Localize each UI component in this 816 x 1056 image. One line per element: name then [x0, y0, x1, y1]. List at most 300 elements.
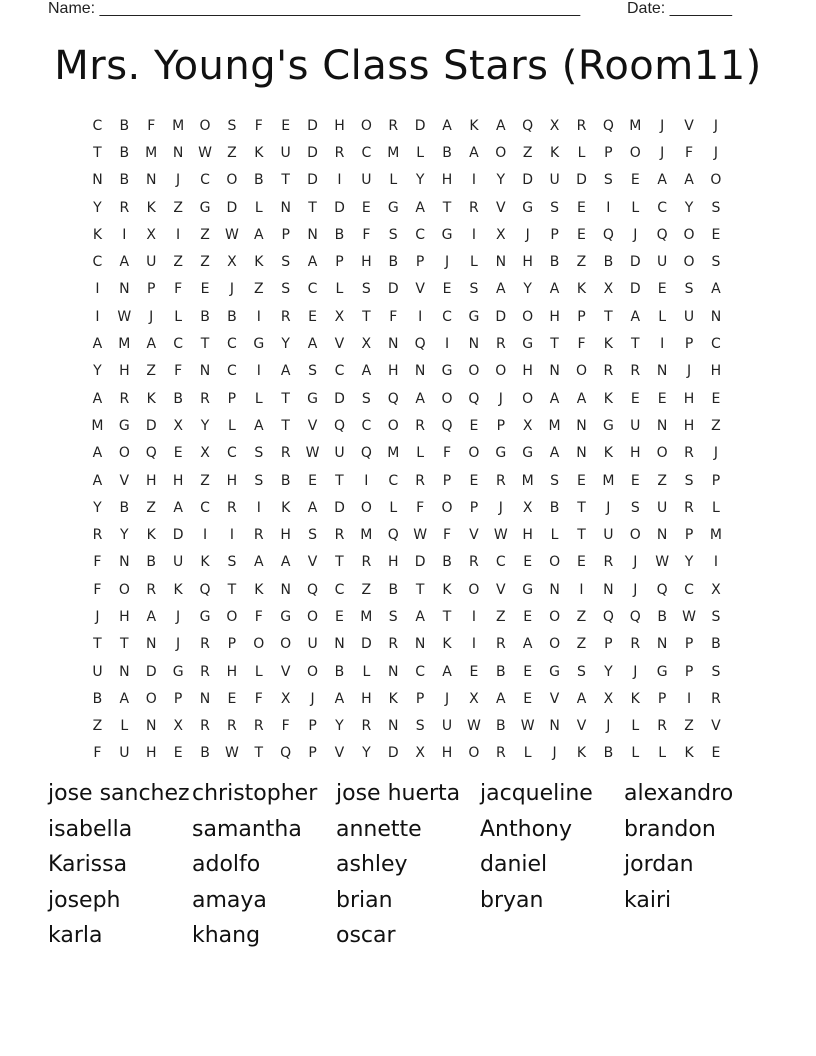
grid-letter: O: [468, 581, 480, 598]
word-list-item: khang: [192, 923, 261, 949]
grid-letter: R: [630, 363, 641, 380]
grid-letter: I: [418, 308, 423, 325]
grid-letter: D: [495, 308, 507, 325]
grid-letter: H: [683, 390, 695, 407]
grid-letter: E: [657, 390, 667, 407]
grid-letter: L: [174, 308, 183, 325]
grid-letter: I: [606, 199, 611, 216]
grid-letter: A: [549, 390, 560, 407]
grid-letter: O: [199, 117, 211, 134]
grid-letter: V: [415, 281, 425, 298]
grid-letter: U: [441, 718, 453, 735]
grid-letter: A: [549, 445, 560, 462]
grid-letter: S: [308, 527, 318, 544]
grid-row: [84, 658, 732, 685]
grid-letter: J: [176, 172, 181, 189]
grid-letter: S: [361, 390, 371, 407]
grid-letter: P: [442, 472, 452, 489]
grid-letter: I: [471, 608, 476, 625]
grid-letter: D: [414, 117, 426, 134]
grid-row: [84, 603, 732, 630]
grid-letter: T: [604, 308, 613, 325]
grid-letter: Z: [173, 199, 183, 216]
grid-letter: E: [227, 690, 237, 707]
grid-letter: B: [711, 636, 721, 653]
grid-letter: Z: [657, 472, 667, 489]
grid-letter: T: [200, 336, 210, 353]
grid-letter: I: [471, 226, 476, 243]
grid-letter: R: [469, 554, 479, 571]
grid-row: [84, 494, 732, 521]
grid-letter: J: [444, 254, 450, 271]
grid-letter: G: [172, 663, 184, 680]
grid-letter: T: [362, 308, 371, 325]
grid-letter: G: [602, 417, 614, 434]
grid-letter: Z: [711, 417, 721, 434]
grid-letter: O: [575, 363, 587, 380]
grid-letter: D: [576, 172, 587, 189]
grid-letter: R: [361, 718, 372, 735]
grid-letter: F: [254, 117, 263, 134]
grid-letter: H: [119, 363, 130, 380]
grid-letter: Q: [199, 581, 211, 598]
grid-letter: J: [633, 581, 638, 598]
grid-letter: R: [495, 472, 506, 489]
grid-letter: R: [119, 390, 130, 407]
grid-letter: E: [523, 554, 533, 571]
grid-letter: R: [200, 718, 210, 735]
grid-letter: O: [387, 417, 399, 434]
grid-letter: P: [496, 417, 506, 434]
grid-letter: T: [335, 554, 344, 571]
grid-letter: O: [226, 608, 238, 625]
grid-letter: L: [389, 499, 398, 516]
grid-letter: N: [603, 581, 614, 598]
grid-letter: K: [442, 636, 452, 653]
grid-letter: N: [199, 363, 211, 380]
grid-letter: K: [281, 499, 291, 516]
grid-letter: I: [176, 226, 181, 243]
word-list-item: karla: [48, 923, 103, 949]
grid-letter: X: [549, 117, 560, 134]
grid-letter: P: [173, 690, 183, 707]
grid-letter: R: [603, 363, 614, 380]
grid-letter: Y: [604, 663, 613, 680]
grid-letter: X: [280, 690, 291, 707]
grid-letter: B: [603, 254, 614, 271]
grid-letter: M: [91, 417, 104, 434]
grid-letter: D: [629, 254, 641, 271]
grid-letter: A: [119, 690, 130, 707]
grid-letter: B: [200, 745, 210, 762]
grid-letter: J: [633, 663, 638, 680]
grid-letter: S: [550, 199, 560, 216]
grid-letter: N: [495, 254, 507, 271]
grid-letter: O: [549, 554, 561, 571]
grid-letter: L: [335, 281, 344, 298]
grid-letter: N: [576, 417, 587, 434]
grid-letter: F: [174, 281, 183, 298]
word-list-item: Karissa: [48, 852, 128, 878]
grid-letter: R: [334, 144, 345, 161]
grid-letter: H: [522, 363, 533, 380]
grid-letter: A: [522, 636, 533, 653]
grid-letter: L: [658, 308, 667, 325]
grid-letter: D: [334, 499, 345, 516]
grid-letter: R: [227, 718, 237, 735]
grid-letter: S: [711, 663, 721, 680]
grid-letter: K: [603, 445, 613, 462]
grid-letter: B: [227, 308, 237, 325]
grid-letter: E: [657, 281, 667, 298]
grid-letter: B: [549, 254, 560, 271]
grid-letter: O: [360, 117, 372, 134]
grid-row: [84, 112, 732, 139]
grid-letter: N: [119, 554, 130, 571]
grid-letter: Y: [684, 554, 694, 571]
grid-letter: J: [95, 608, 100, 625]
grid-letter: N: [656, 636, 668, 653]
date-field: Date: _______: [627, 0, 732, 17]
grid-letter: R: [388, 636, 399, 653]
word-list-item: oscar: [336, 923, 396, 949]
grid-letter: G: [522, 199, 534, 216]
grid-letter: F: [442, 527, 452, 544]
grid-letter: Z: [576, 254, 587, 271]
grid-letter: D: [387, 745, 399, 762]
grid-letter: D: [360, 636, 372, 653]
grid-letter: O: [629, 527, 641, 544]
grid-letter: S: [227, 554, 237, 571]
grid-letter: J: [633, 554, 638, 571]
grid-letter: B: [119, 117, 130, 134]
grid-letter: D: [172, 527, 184, 544]
grid-letter: V: [334, 336, 345, 353]
grid-letter: S: [711, 608, 721, 625]
grid-letter: U: [683, 308, 695, 325]
grid-letter: X: [522, 499, 533, 516]
grid-letter: R: [388, 117, 399, 134]
grid-letter: S: [630, 499, 640, 516]
grid-letter: U: [280, 144, 291, 161]
grid-letter: A: [92, 336, 103, 353]
grid-letter: O: [226, 172, 238, 189]
grid-row: [84, 521, 732, 548]
grid-letter: U: [361, 172, 372, 189]
grid-letter: E: [523, 608, 533, 625]
grid-letter: D: [334, 390, 345, 407]
grid-letter: F: [174, 363, 183, 380]
grid-letter: L: [389, 172, 398, 189]
grid-letter: L: [631, 199, 640, 216]
grid-letter: J: [713, 144, 718, 161]
grid-letter: Q: [387, 527, 399, 544]
grid-letter: T: [281, 390, 290, 407]
grid-letter: N: [414, 363, 426, 380]
grid-letter: H: [119, 608, 130, 625]
grid-letter: L: [550, 527, 559, 544]
grid-letter: W: [305, 445, 320, 462]
grid-letter: X: [173, 718, 183, 735]
grid-letter: O: [280, 636, 292, 653]
grid-letter: A: [334, 690, 345, 707]
grid-letter: U: [146, 254, 157, 271]
grid-letter: H: [629, 445, 641, 462]
grid-row: [84, 330, 732, 357]
grid-letter: X: [711, 581, 721, 598]
grid-letter: S: [550, 472, 560, 489]
grid-letter: K: [254, 144, 264, 161]
grid-letter: D: [145, 663, 157, 680]
grid-letter: H: [441, 172, 453, 189]
grid-letter: O: [710, 172, 722, 189]
grid-letter: S: [711, 254, 721, 271]
grid-row: [84, 303, 732, 330]
word-list-item: adolfo: [192, 852, 261, 878]
grid-letter: O: [468, 745, 480, 762]
grid-letter: E: [173, 445, 183, 462]
grid-row: [84, 167, 732, 194]
grid-letter: V: [469, 527, 479, 544]
grid-letter: O: [656, 445, 668, 462]
grid-letter: J: [660, 144, 665, 161]
grid-letter: U: [307, 636, 318, 653]
grid-letter: S: [415, 718, 425, 735]
grid-letter: A: [442, 117, 452, 134]
grid-letter: A: [254, 226, 264, 243]
grid-row: [84, 412, 732, 439]
grid-letter: P: [227, 636, 237, 653]
grid-letter: K: [469, 117, 479, 134]
grid-letter: V: [307, 417, 318, 434]
grid-letter: U: [334, 445, 345, 462]
grid-letter: I: [122, 226, 127, 243]
grid-letter: S: [603, 172, 613, 189]
grid-letter: R: [92, 527, 103, 544]
grid-letter: J: [498, 499, 503, 516]
grid-letter: R: [200, 663, 210, 680]
grid-letter: R: [684, 445, 694, 462]
word-list-item: ashley: [336, 852, 408, 878]
grid-letter: C: [334, 363, 345, 380]
grid-letter: T: [577, 527, 586, 544]
grid-letter: L: [416, 445, 425, 462]
grid-letter: A: [280, 363, 291, 380]
grid-letter: N: [119, 281, 130, 298]
grid-letter: M: [387, 445, 400, 462]
grid-letter: Y: [200, 417, 210, 434]
grid-letter: H: [387, 554, 399, 571]
grid-letter: P: [281, 226, 290, 243]
grid-letter: A: [307, 254, 318, 271]
grid-letter: G: [468, 308, 480, 325]
grid-letter: H: [361, 690, 372, 707]
grid-letter: J: [176, 608, 181, 625]
grid-letter: P: [335, 254, 344, 271]
grid-letter: P: [415, 254, 425, 271]
grid-letter: R: [200, 636, 210, 653]
grid-letter: R: [200, 390, 210, 407]
grid-letter: T: [281, 172, 290, 189]
grid-letter: E: [630, 472, 640, 489]
grid-letter: B: [253, 172, 264, 189]
grid-letter: Z: [522, 144, 533, 161]
grid-letter: H: [172, 472, 184, 489]
grid-letter: E: [630, 390, 640, 407]
grid-letter: W: [413, 527, 428, 544]
grid-letter: X: [361, 336, 372, 353]
grid-letter: Q: [602, 117, 614, 134]
grid-letter: F: [685, 144, 694, 161]
grid-row: [84, 685, 732, 712]
grid-letter: M: [360, 608, 373, 625]
grid-letter: K: [603, 390, 613, 407]
grid-letter: A: [92, 472, 103, 489]
grid-letter: F: [147, 117, 156, 134]
grid-letter: T: [415, 581, 425, 598]
grid-letter: M: [145, 144, 158, 161]
word-list: [48, 778, 768, 956]
grid-letter: F: [389, 308, 398, 325]
grid-letter: H: [226, 472, 238, 489]
grid-letter: D: [145, 417, 157, 434]
grid-letter: X: [415, 745, 425, 762]
grid-letter: E: [361, 199, 371, 216]
grid-letter: E: [630, 172, 640, 189]
grid-letter: X: [146, 226, 157, 243]
grid-letter: H: [226, 663, 238, 680]
grid-letter: J: [713, 445, 718, 462]
grid-letter: N: [576, 445, 587, 462]
grid-letter: K: [146, 527, 156, 544]
grid-letter: Y: [362, 745, 371, 762]
grid-letter: Y: [684, 199, 694, 216]
grid-letter: E: [577, 472, 586, 489]
grid-letter: K: [549, 144, 560, 161]
grid-letter: Q: [656, 226, 668, 243]
grid-letter: V: [496, 581, 506, 598]
grid-letter: X: [334, 308, 345, 325]
grid-letter: K: [576, 745, 587, 762]
grid-letter: W: [224, 745, 239, 762]
grid-letter: W: [117, 308, 132, 325]
grid-letter: O: [307, 663, 319, 680]
word-list-item: brian: [336, 887, 393, 913]
word-list-item: jose sanchez: [48, 781, 190, 806]
word-list-item: brandon: [624, 816, 716, 842]
grid-row: [84, 549, 732, 576]
grid-letter: R: [361, 554, 372, 571]
grid-letter: B: [334, 663, 345, 680]
grid-letter: G: [199, 608, 211, 625]
grid-letter: E: [523, 663, 533, 680]
grid-letter: L: [254, 663, 263, 680]
grid-letter: K: [388, 690, 398, 707]
grid-letter: J: [444, 690, 450, 707]
grid-letter: O: [629, 144, 641, 161]
word-list-item: samantha: [192, 816, 302, 842]
grid-letter: D: [334, 199, 345, 216]
grid-letter: C: [334, 581, 345, 598]
word-list-item: bryan: [480, 887, 544, 913]
grid-letter: P: [308, 745, 317, 762]
grid-letter: N: [145, 636, 157, 653]
grid-letter: I: [713, 554, 718, 571]
grid-letter: I: [256, 499, 261, 516]
grid-letter: H: [334, 117, 345, 134]
grid-letter: O: [441, 499, 453, 516]
grid-letter: A: [415, 390, 425, 407]
grid-letter: K: [576, 281, 587, 298]
grid-letter: W: [224, 226, 239, 243]
grid-letter: P: [308, 718, 317, 735]
grid-letter: F: [254, 690, 263, 707]
grid-letter: J: [176, 636, 181, 653]
grid-row: [84, 631, 732, 658]
grid-letter: E: [281, 117, 291, 134]
grid-letter: B: [603, 745, 614, 762]
grid-letter: V: [280, 663, 291, 680]
grid-letter: C: [307, 281, 318, 298]
grid-letter: M: [118, 336, 131, 353]
grid-letter: A: [119, 254, 130, 271]
grid-letter: B: [280, 472, 291, 489]
grid-letter: L: [631, 718, 640, 735]
grid-letter: L: [577, 144, 586, 161]
grid-letter: O: [495, 144, 507, 161]
grid-letter: J: [713, 117, 718, 134]
grid-letter: S: [254, 445, 264, 462]
grid-letter: E: [577, 554, 586, 571]
word-list-item: christopher: [192, 781, 318, 806]
grid-letter: K: [630, 690, 640, 707]
grid-letter: N: [710, 308, 722, 325]
grid-letter: A: [469, 144, 479, 161]
grid-letter: O: [307, 608, 319, 625]
grid-letter: C: [711, 336, 721, 353]
grid-letter: O: [253, 636, 265, 653]
grid-letter: A: [496, 690, 506, 707]
header-fields: [48, 0, 748, 20]
grid-letter: S: [711, 199, 721, 216]
grid-letter: N: [119, 663, 130, 680]
grid-letter: B: [442, 554, 452, 571]
grid-letter: A: [173, 499, 183, 516]
grid-letter: N: [92, 172, 103, 189]
grid-letter: Y: [415, 172, 425, 189]
grid-letter: A: [415, 199, 425, 216]
grid-letter: A: [146, 608, 157, 625]
grid-letter: L: [470, 254, 478, 271]
grid-letter: B: [549, 499, 560, 516]
grid-letter: E: [577, 226, 586, 243]
grid-letter: G: [656, 663, 668, 680]
grid-letter: R: [684, 499, 694, 516]
grid-letter: I: [256, 363, 261, 380]
grid-letter: P: [684, 663, 694, 680]
grid-letter: D: [307, 144, 318, 161]
grid-letter: S: [281, 254, 291, 271]
word-list-item: alexandro: [624, 781, 734, 806]
grid-letter: B: [442, 144, 452, 161]
grid-row: [84, 221, 732, 248]
grid-letter: W: [493, 527, 508, 544]
grid-letter: D: [307, 117, 318, 134]
grid-letter: N: [388, 663, 399, 680]
grid-letter: R: [495, 636, 506, 653]
grid-letter: W: [682, 608, 696, 625]
grid-letter: F: [362, 226, 371, 243]
